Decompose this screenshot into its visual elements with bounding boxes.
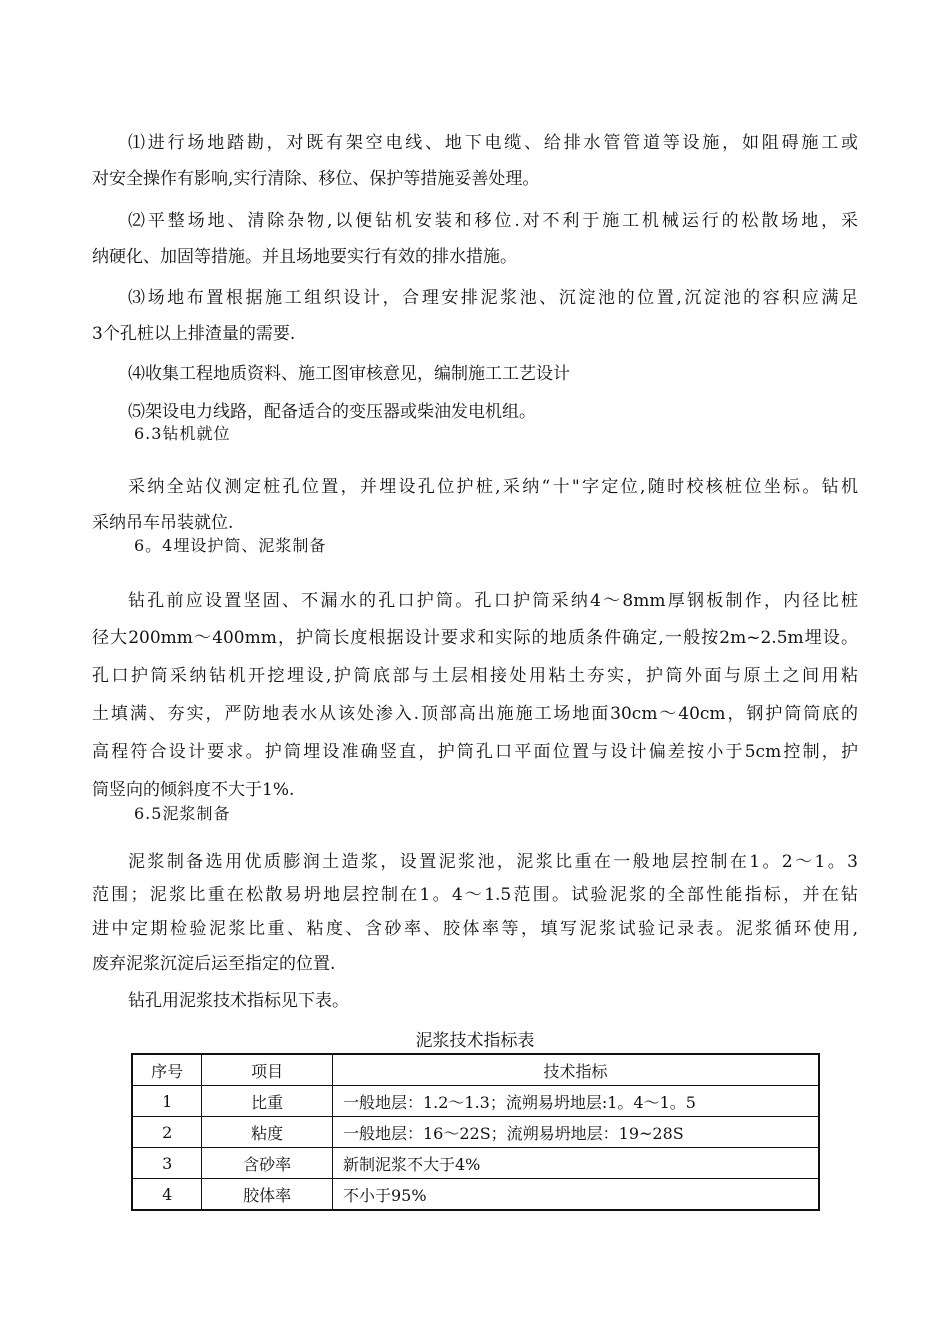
paragraph-8-line-3: 进中定期检验泥浆比重、粘度、含砂率、胶体率等，填写泥浆试验记录表。泥浆循环使用, bbox=[92, 919, 858, 939]
table-row bbox=[132, 1117, 819, 1148]
paragraph-7-line-1: 钻孔前应设置坚固、不漏水的孔口护筒。孔口护筒采纳4～8mm厚钢板制作，内径比桩 bbox=[128, 591, 858, 611]
section-heading-6-3: 6.3钻机就位 bbox=[134, 424, 231, 443]
paragraph-2-line-1: ⑵平整场地、清除杂物,以便钻机安装和移位.对不利于施工机械运行的松散场地，采 bbox=[128, 211, 858, 231]
table-caption: 泥浆技术指标表 bbox=[415, 1031, 535, 1051]
cell-item: 含砂率 bbox=[202, 1148, 333, 1179]
paragraph-7-line-5: 高程符合设计要求。护筒埋设准确竖直，护筒孔口平面位置与设计偏差按小于5cm控制，护 bbox=[92, 742, 858, 762]
cell-serial: 2 bbox=[132, 1117, 202, 1148]
cell-serial: 1 bbox=[132, 1086, 202, 1117]
table-header-row bbox=[132, 1054, 819, 1086]
paragraph-7-line-6: 筒竖向的倾斜度不大于1%. bbox=[92, 780, 295, 800]
paragraph-6-line-1: 采纳全站仪测定桩孔位置，并埋设孔位护桩,采纳“十"字定位,随时校核桩位坐标。钻机 bbox=[128, 477, 858, 497]
cell-spec: 新制泥浆不大于4% bbox=[332, 1148, 819, 1179]
header-serial: 序号 bbox=[132, 1054, 202, 1086]
paragraph-9: 钻孔用泥浆技术指标见下表。 bbox=[128, 991, 349, 1011]
cell-spec: 一般地层：1.2～1.3；流朔易坍地层:1。4～1。5 bbox=[332, 1086, 819, 1117]
section-heading-6-5: 6.5泥浆制备 bbox=[134, 804, 231, 823]
paragraph-7-line-3: 孔口护筒采纳钻机开挖埋设,护筒底部与土层相接处用粘土夯实，护筒外面与原土之间用粘 bbox=[92, 666, 858, 686]
cell-item: 粘度 bbox=[202, 1117, 333, 1148]
paragraph-3-line-2: 3个孔桩以上排渣量的需要. bbox=[92, 324, 296, 344]
paragraph-2-line-2: 纳硬化、加固等措施。并且场地要实行有效的排水措施。 bbox=[92, 247, 517, 267]
paragraph-8-line-1: 泥浆制备选用优质膨润土造浆，设置泥浆池，泥浆比重在一般地层控制在1。2～1。3 bbox=[128, 852, 858, 872]
paragraph-6-line-2: 采纳吊车吊装就位. bbox=[92, 513, 234, 533]
header-spec: 技术指标 bbox=[332, 1054, 819, 1086]
cell-serial: 3 bbox=[132, 1148, 202, 1179]
paragraph-1-line-2: 对安全操作有影响,实行清除、移位、保护等措施妥善处理。 bbox=[92, 169, 540, 189]
cell-serial: 4 bbox=[132, 1179, 202, 1211]
paragraph-8-line-2: 范围；泥浆比重在松散易坍地层控制在1。4～1.5范围。试验泥浆的全部性能指标，并在钻 bbox=[92, 885, 858, 905]
paragraph-4: ⑷收集工程地质资料、施工图审核意见，编制施工工艺设计 bbox=[128, 364, 570, 384]
mud-spec-table bbox=[131, 1053, 820, 1211]
table-row bbox=[132, 1086, 819, 1117]
section-heading-6-4: 6。4埋设护筒、泥浆制备 bbox=[134, 536, 327, 555]
cell-item: 胶体率 bbox=[202, 1179, 333, 1211]
paragraph-8-line-4: 废弃泥浆沉淀后运至指定的位置. bbox=[92, 954, 336, 974]
cell-spec: 一般地层：16～22S；流朔易坍地层：19~28S bbox=[332, 1117, 819, 1148]
header-item: 项目 bbox=[202, 1054, 333, 1086]
table-row bbox=[132, 1148, 819, 1179]
paragraph-7-line-2: 径大200mm～400mm，护筒长度根据设计要求和实际的地质条件确定,一般按2m~2.5m埋设。 bbox=[92, 628, 858, 648]
paragraph-1-line-1: ⑴进行场地踏勘，对既有架空电线、地下电缆、给排水管管道等设施，如阻碍施工或 bbox=[128, 133, 858, 153]
cell-spec: 不小于95% bbox=[332, 1179, 819, 1211]
paragraph-3-line-1: ⑶场地布置根据施工组织设计，合理安排泥浆池、沉淀池的位置,沉淀池的容积应满足 bbox=[128, 288, 858, 308]
table-row bbox=[132, 1179, 819, 1211]
cell-item: 比重 bbox=[202, 1086, 333, 1117]
paragraph-5: ⑸架设电力线路，配备适合的变压器或柴油发电机组。 bbox=[128, 402, 536, 422]
paragraph-7-line-4: 土填满、夯实，严防地表水从该处渗入.顶部高出施施工场地面30cm～40cm，钢护筒筒底的 bbox=[92, 704, 858, 724]
